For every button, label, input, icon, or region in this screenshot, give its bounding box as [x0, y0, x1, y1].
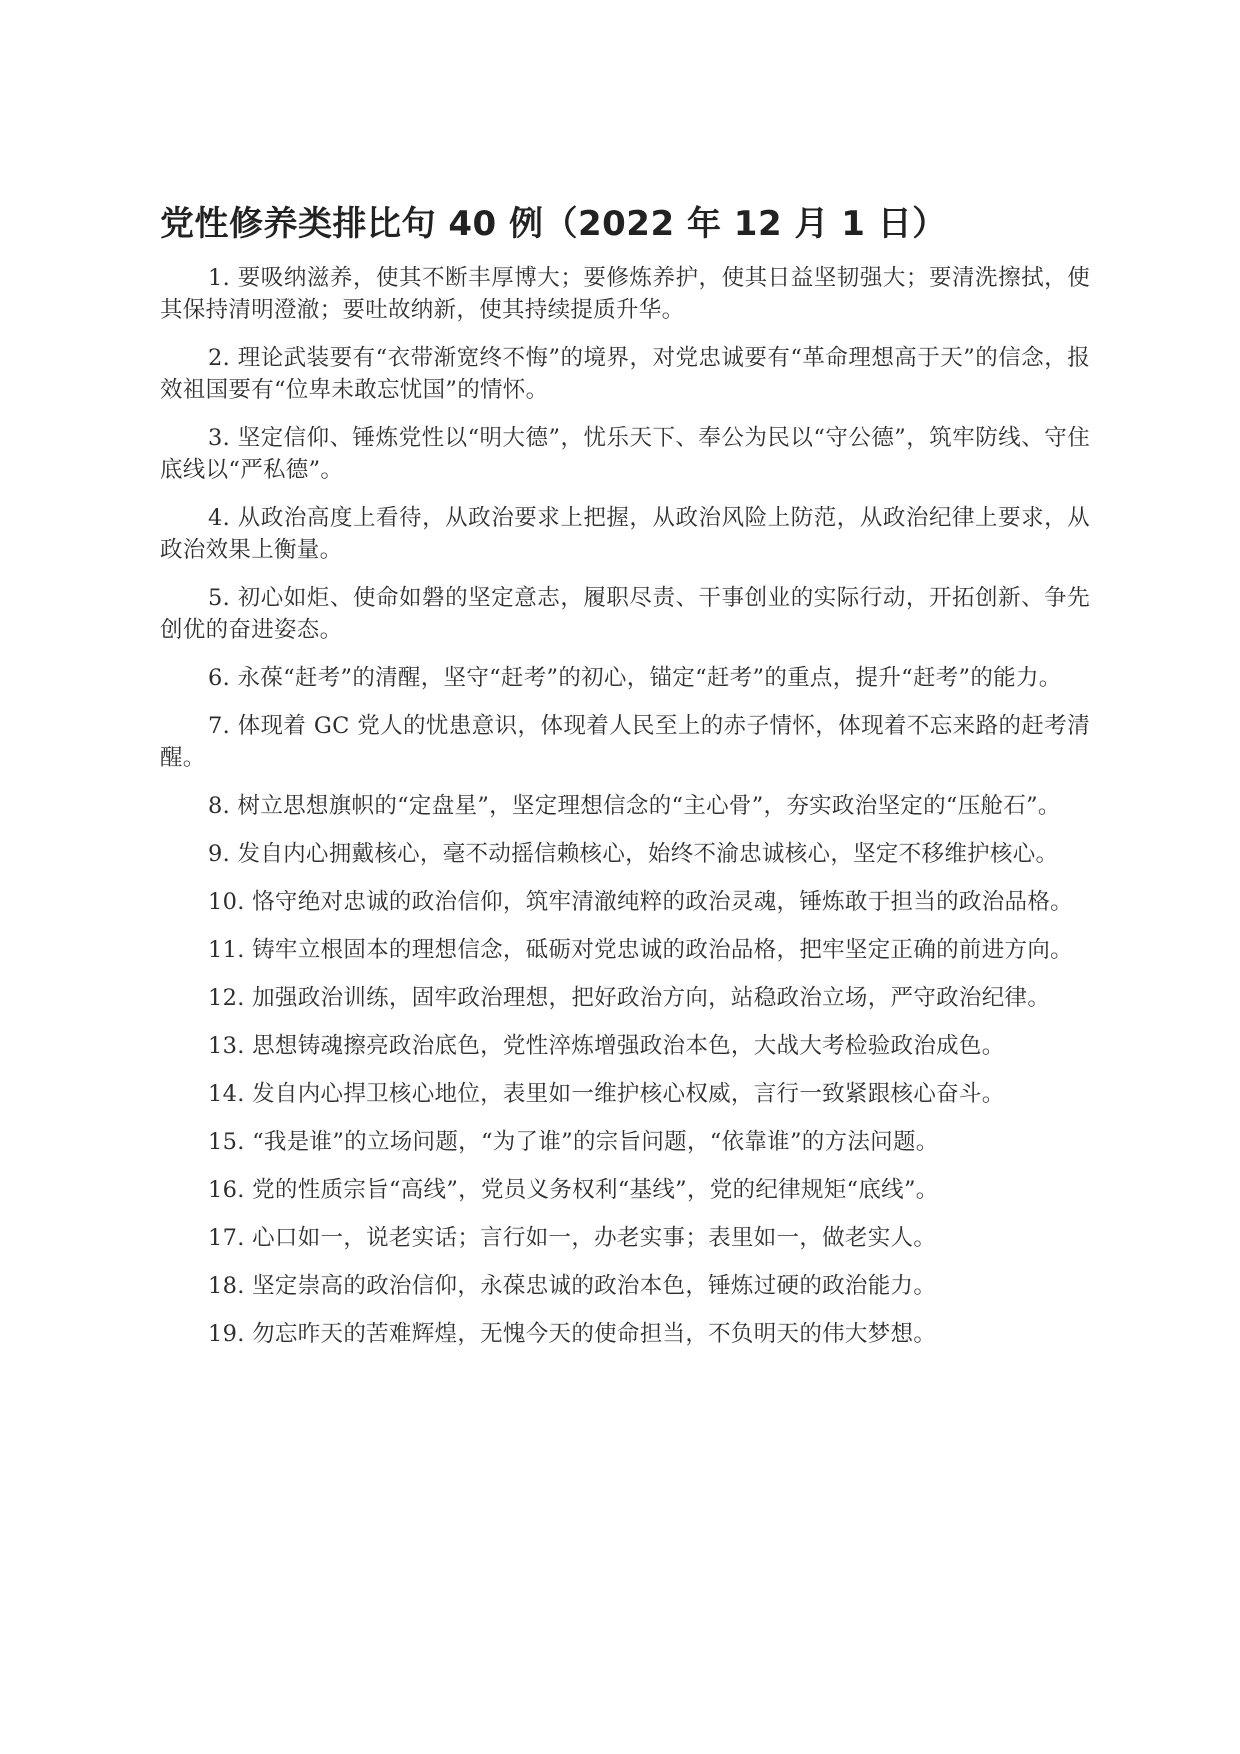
list-item: 13. 思想铸魂擦亮政治底色，党性淬炼增强政治本色，大战大考检验政治成色。 [208, 1033, 1005, 1059]
list-item: 19. 勿忘昨天的苦难辉煌，无愧今天的使命担当，不负明天的伟大梦想。 [208, 1321, 937, 1347]
list-item: 6. 永葆“赶考”的清醒，坚守“赶考”的初心，锚定“赶考”的重点，提升“赶考”的能力。 [208, 665, 1062, 691]
list-item: 18. 坚定崇高的政治信仰，永葆忠诚的政治本色，锤炼过硬的政治能力。 [208, 1273, 937, 1299]
list-item: 14. 发自内心捍卫核心地位，表里如一维护核心权威，言行一致紧跟核心奋斗。 [208, 1081, 1005, 1107]
list-item: 12. 加强政治训练，固牢政治理想，把好政治方向，站稳政治立场，严守政治纪律。 [208, 985, 1051, 1011]
document-title: 党性修养类排比句 40 例（2022 年 12 月 1 日） [160, 204, 947, 244]
list-item: 17. 心口如一，说老实话；言行如一，办老实事；表里如一，做老实人。 [208, 1225, 937, 1251]
list-item: 11. 铸牢立根固本的理想信念，砥砺对党忠诚的政治品格，把牢坚定正确的前进方向。 [208, 937, 1073, 963]
list-item: 1. 要吸纳滋养，使其不断丰厚博大；要修炼养护，使其日益坚韧强大；要清洗擦拭，使其保持清明澄澈；要吐故纳新，使其持续提质升华。 [160, 265, 1090, 323]
list-item: 16. 党的性质宗旨“高线”，党员义务权利“基线”，党的纪律规矩“底线”。 [208, 1177, 939, 1203]
list-item: 7. 体现着 GC 党人的忧患意识，体现着人民至上的赤子情怀，体现着不忘来路的赶考清醒。 [160, 713, 1090, 771]
document-body [160, 200, 1090, 1366]
sentence-list [160, 262, 1090, 1350]
list-item: 3. 坚定信仰、锤炼党性以“明大德”，忧乐天下、奉公为民以“守公德”，筑牢防线、守住底线以“严私德”。 [160, 425, 1090, 483]
list-item: 15. “我是谁”的立场问题，“为了谁”的宗旨问题，“依靠谁”的方法问题。 [208, 1129, 939, 1155]
list-item: 5. 初心如炬、使命如磐的坚定意志，履职尽责、干事创业的实际行动，开拓创新、争先创优的奋进姿态。 [160, 585, 1090, 643]
list-item: 4. 从政治高度上看待，从政治要求上把握，从政治风险上防范，从政治纪律上要求，从政治效果上衡量。 [160, 505, 1090, 563]
list-item: 2. 理论武装要有“衣带渐宽终不悔”的境界，对党忠诚要有“革命理想高于天”的信念，报效祖国要有“位卑未敢忘忧国”的情怀。 [160, 345, 1090, 403]
list-item: 10. 恪守绝对忠诚的政治信仰，筑牢清澈纯粹的政治灵魂，锤炼敢于担当的政治品格。 [208, 889, 1073, 915]
list-item: 9. 发自内心拥戴核心，毫不动摇信赖核心，始终不渝忠诚核心，坚定不移维护核心。 [208, 841, 1059, 867]
list-item: 8. 树立思想旗帜的“定盘星”，坚定理想信念的“主心骨”，夯实政治坚定的“压舱石”。 [208, 793, 1061, 819]
